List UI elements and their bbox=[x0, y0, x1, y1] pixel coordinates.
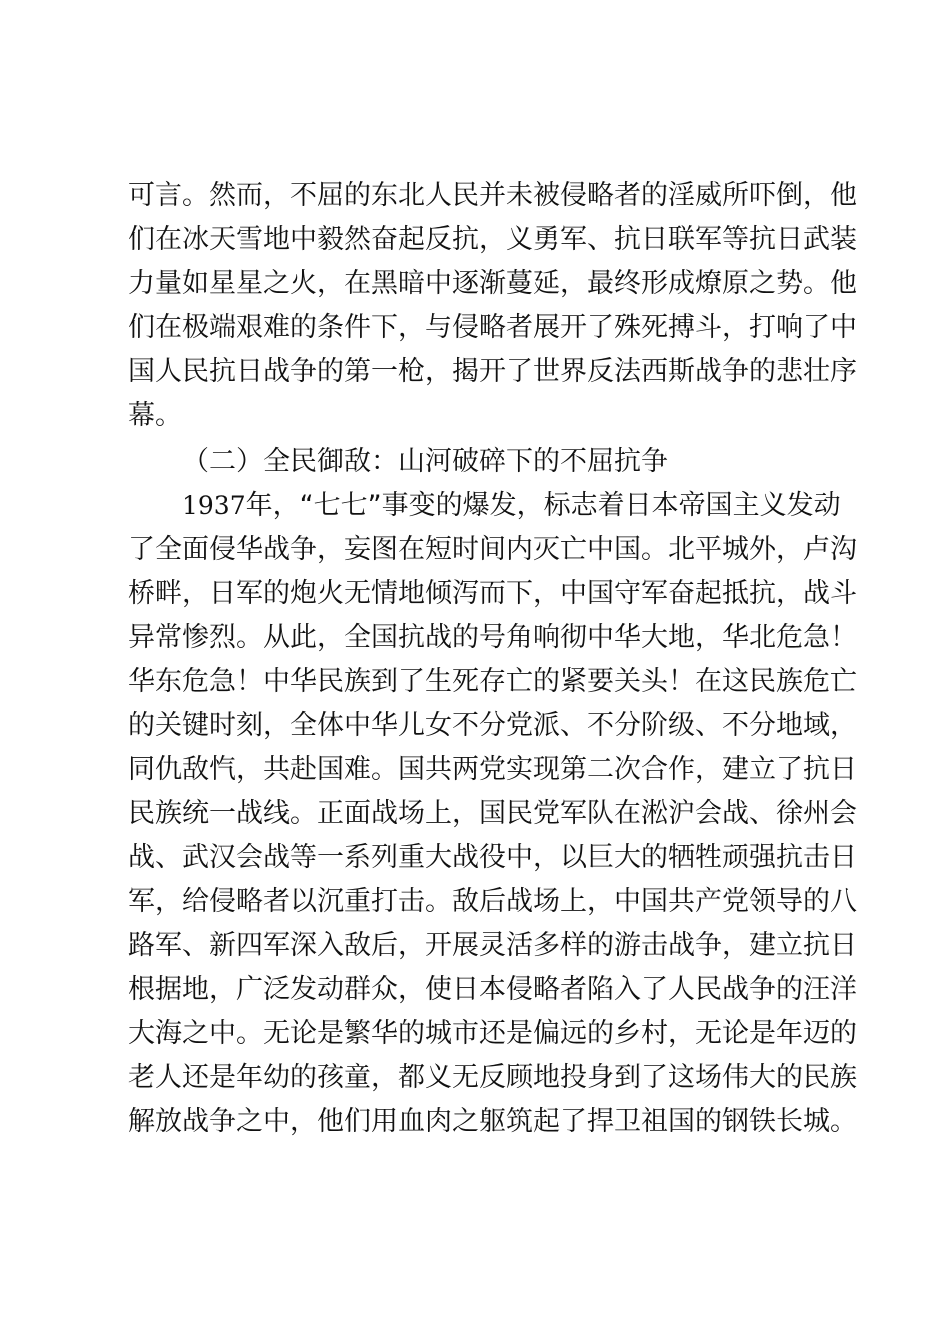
paragraph2-line: 战、武汉会战等一系列重大战役中，以巨大的牺牲顽强抗击日 bbox=[128, 842, 857, 873]
paragraph1-line: 可言。然而，不屈的东北人民并未被侵略者的淫威所吓倒，他 bbox=[128, 180, 857, 211]
paragraph2-line: 解放战争之中，他们用血肉之躯筑起了捍卫祖国的钢铁长城。 bbox=[128, 1106, 857, 1137]
section-heading: （二）全民御敌：山河破碎下的不屈抗争 bbox=[182, 446, 668, 477]
paragraph2-line: 华东危急！中华民族到了生死存亡的紧要关头！在这民族危亡 bbox=[128, 666, 857, 697]
paragraph2-first-line bbox=[182, 484, 841, 528]
paragraph2-line: 的关键时刻，全体中华儿女不分党派、不分阶级、不分地域， bbox=[128, 710, 857, 741]
paragraph2-line: 路军、新四军深入敌后，开展灵活多样的游击战争，建立抗日 bbox=[128, 930, 857, 961]
paragraph2-first-line-text: 年，“七七”事变的爆发，标志着日本帝国主义发动 bbox=[245, 490, 841, 521]
paragraph2-line: 同仇敌忾，共赴国难。国共两党实现第二次合作，建立了抗日 bbox=[128, 754, 857, 785]
paragraph1-line: 们在冰天雪地中毅然奋起反抗，义勇军、抗日联军等抗日武装 bbox=[128, 224, 857, 255]
paragraph2-line: 了全面侵华战争，妄图在短时间内灭亡中国。北平城外，卢沟 bbox=[128, 534, 857, 565]
paragraph2-line: 民族统一战线。正面战场上，国民党军队在淞沪会战、徐州会 bbox=[128, 798, 857, 829]
paragraph1-line: 们在极端艰难的条件下，与侵略者展开了殊死搏斗，打响了中 bbox=[128, 312, 857, 343]
paragraph2-line: 军，给侵略者以沉重打击。敌后战场上，中国共产党领导的八 bbox=[128, 886, 857, 917]
paragraph1-line: 力量如星星之火，在黑暗中逐渐蔓延，最终形成燎原之势。他 bbox=[128, 268, 857, 299]
paragraph2-line: 根据地，广泛发动群众，使日本侵略者陷入了人民战争的汪洋 bbox=[128, 974, 857, 1005]
paragraph2-line: 大海之中。无论是繁华的城市还是偏远的乡村，无论是年迈的 bbox=[128, 1018, 857, 1049]
paragraph2-line: 异常惨烈。从此，全国抗战的号角响彻中华大地，华北危急！ bbox=[128, 622, 857, 653]
year-text: 1937 bbox=[182, 491, 246, 520]
paragraph2-line: 桥畔，日军的炮火无情地倾泻而下，中国守军奋起抵抗，战斗 bbox=[128, 578, 857, 609]
paragraph2-line: 老人还是年幼的孩童，都义无反顾地投身到了这场伟大的民族 bbox=[128, 1062, 857, 1093]
paragraph1-line: 国人民抗日战争的第一枪，揭开了世界反法西斯战争的悲壮序 bbox=[128, 356, 857, 387]
paragraph1-line: 幕。 bbox=[128, 400, 182, 431]
